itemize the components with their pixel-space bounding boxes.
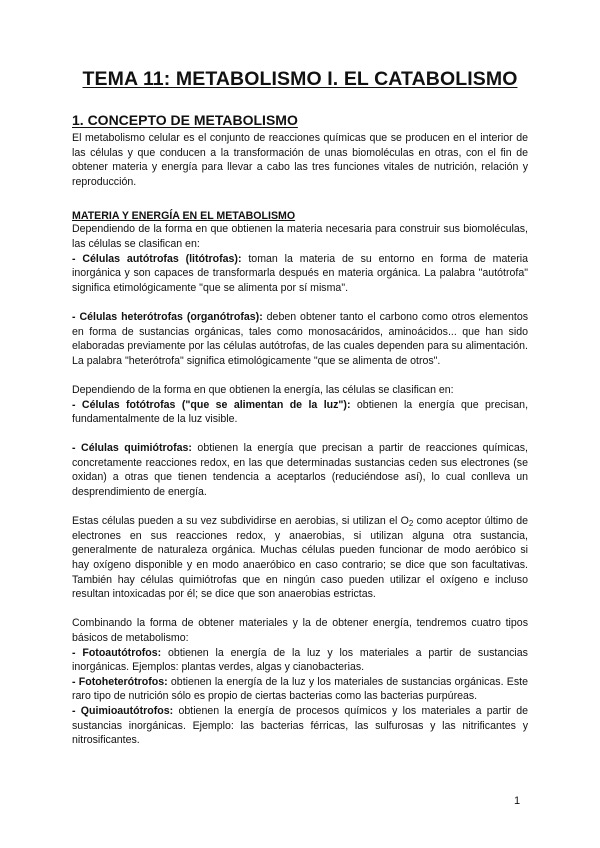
subsection-heading: MATERIA Y ENERGÍA EN EL METABOLISMO [72, 210, 296, 223]
aerobias-text-start: Estas células pueden a su vez subdividirse en aerobias, si utilizan el O [72, 515, 409, 528]
paragraph-gap [72, 602, 528, 617]
fotoheterotrofos-text: obtienen la energía de la luz y los materiales de sustancias orgánicas. Este raro tipo de nutrición sólo es propio de ciertas bacterias como las bacterias purpúreas. [72, 675, 528, 703]
fotoautotrofos-text: obtienen la energía de la luz y los materiales a partir de sustancias inorgánicas. Ejemplos: plantas verdes, algas y cianobacterias. [72, 646, 528, 674]
paragraph-gap [72, 368, 528, 383]
intro-paragraph: El metabolismo celular es el conjunto de reacciones químicas que se producen en el interior de las células y que conducen a la transformación de unas biomoléculas en otras, con el fin de obtener materia y energía para llevar a cabo las tres funciones vitales de nutrición, relación y reproducción. [72, 132, 528, 188]
section-heading: 1. CONCEPTO DE METABOLISMO [72, 112, 298, 128]
energia-intro-paragraph: Dependiendo de la forma en que obtienen la energía, las células se clasifican en: [72, 383, 454, 396]
paragraph-gap [72, 295, 528, 310]
quimioautotrofos-term: - Quimioautótrofos: [72, 704, 174, 717]
quimioautotrofos-paragraph [72, 704, 528, 748]
aerobias-paragraph [72, 514, 528, 602]
fototrofas-text: obtienen la energía que precisan, fundamentalmente de la luz visible. [72, 398, 529, 426]
materia-intro-paragraph: Dependiendo de la forma en que obtienen la materia necesaria para construir sus biomoléculas, las células se clasifican en: [72, 223, 528, 250]
fotoautotrofos-paragraph [72, 646, 528, 675]
quimiotrofas-paragraph [72, 441, 528, 499]
heterotrofas-text: deben obtener tanto el carbono como otros elementos en forma de sustancias orgánicas, tales como monosacáridos, aminoácidos... que han sido elaboradas previamente por las células autótrofas, de las cuales dependen para su alimentación. La palabra "heterótrofa" significa etimológicamente "que se alimenta de otros". [72, 310, 529, 367]
paragraph-gap [72, 500, 528, 515]
fotoheterotrofos-term: - Fotoheterótrofos: [72, 675, 168, 688]
fotoheterotrofos-paragraph [72, 675, 528, 704]
quimiotrofas-term: - Células quimiótrofas: [72, 442, 192, 455]
paragraph-gap [72, 427, 528, 442]
autotrofas-text: toman la materia de su entorno en forma de materia inorgánica y son capaces de transformarla después en materia orgánica. La palabra "autótrofa" significa etimológicamente "que se alimenta por sí misma". [72, 252, 528, 294]
fototrofas-term: - Células fotótrofas ("que se alimentan de la luz"): [72, 398, 351, 411]
heterotrofas-term: - Células heterótrofas (organótrofas): [72, 310, 263, 323]
fototrofas-paragraph [72, 398, 528, 427]
document-title: TEMA 11: METABOLISMO I. EL CATABOLISMO [82, 68, 518, 90]
tipos-intro-paragraph: Combinando la forma de obtener materiales y la de obtener energía, tendremos cuatro tipos básicos de metabolismo: [72, 617, 528, 644]
oxygen-subscript: 2 [408, 519, 414, 529]
heterotrofas-paragraph [72, 310, 528, 368]
fotoautotrofos-term: - Fotoautótrofos: [72, 646, 162, 659]
autotrofas-term: - Células autótrofas (litótrofas): [72, 252, 242, 265]
page-number: 1 [514, 795, 521, 807]
quimiotrofas-text: obtienen la energía que precisan a partir de reacciones químicas, concretamente reacciones redox, en las que determinadas sustancias ceden sus electrones (se oxidan) a otras que tienen tendencia a aceptarlos (reduciéndose así), lo cual conlleva un desprendimiento de energía. [72, 442, 528, 499]
aerobias-text-end: como aceptor último de electrones en sus reacciones redox, y anaerobias, si utilizan alguna otra sustancia, generalmente de naturaleza orgánica. Muchas células pueden funcionar de modo aeróbico si hay oxígeno disponible y en modo anaeróbico en caso contrario; se dice que son facultativas. También hay células quimiótrofas que en ningún caso pueden utilizar el oxígeno e incluso resultan intoxicadas por él; se dice que son anaerobias estrictas. [72, 515, 528, 601]
autotrofas-paragraph [72, 252, 528, 296]
quimioautotrofos-text: obtienen la energía de procesos químicos y los materiales a partir de sustancias inorgánicas. Ejemplo: las bacterias férricas, las sulfurosas y las nitrificantes y nitrosificantes. [72, 704, 528, 747]
